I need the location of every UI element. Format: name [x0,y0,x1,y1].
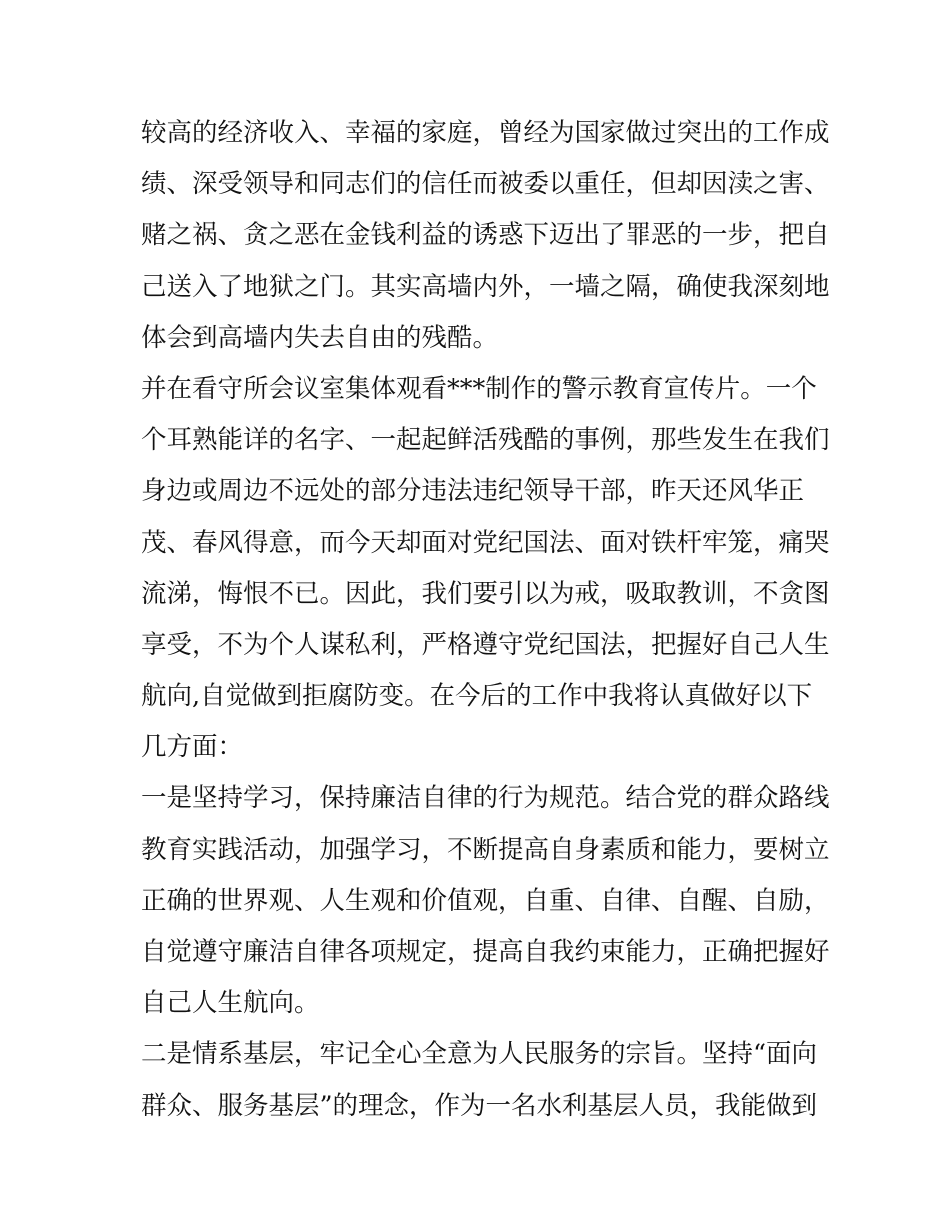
text-line: 茂、春风得意，而今天却面对党纪国法、面对铁杆牢笼，痛哭 [141,527,830,558]
text-line: 流涕，悔恨不已。因此，我们要引以为戒，吸取教训，不贪图 [141,578,830,609]
text-line: 并在看守所会议室集体观看***制作的警示教育宣传片。一个 [141,373,817,404]
text-line: 群众、服务基层”的理念，作为一名水利基层人员，我能做到 [141,1090,818,1121]
text-line: 赌之祸、贪之恶在金钱利益的诱惑下迈出了罪恶的一步，把自 [141,220,830,251]
text-line: 较高的经济收入、幸福的家庭，曾经为国家做过突出的工作成 [141,118,830,148]
text-line: 正确的世界观、人生观和价值观，自重、自律、自醒、自励， [141,885,830,916]
text-line: 几方面： [141,732,244,763]
text-line: 己送入了地狱之门。其实高墙内外，一墙之隔，确使我深刻地 [141,271,830,302]
text-line: 绩、深受领导和同志们的信任而被委以重任，但却因渎之害、 [141,169,830,200]
text-line: 享受，不为个人谋私利，严格遵守党纪国法，把握好自己人生 [141,629,830,660]
text-line: 身边或周边不远处的部分违法违纪领导干部，昨天还风华正 [141,476,805,507]
text-line: 二是情系基层，牢记全心全意为人民服务的宗旨。坚持“面向 [141,1039,818,1070]
document-body [141,108,830,1132]
text-line: 个耳熟能详的名字、一起起鲜活残酷的事例，那些发生在我们 [141,425,830,456]
text-line: 自己人生航向。 [141,988,320,1019]
text-line: 一是坚持学习，保持廉洁自律的行为规范。结合党的群众路线 [141,783,830,814]
text-line: 教育实践活动，加强学习，不断提高自身素质和能力，要树立 [141,834,830,865]
text-line: 航向,自觉做到拒腐防变。在今后的工作中我将认真做好以下 [141,681,813,712]
text-line: 自觉遵守廉洁自律各项规定，提高自我约束能力，正确把握好 [141,937,830,967]
text-line: 体会到高墙内失去自由的残酷。 [141,322,499,353]
